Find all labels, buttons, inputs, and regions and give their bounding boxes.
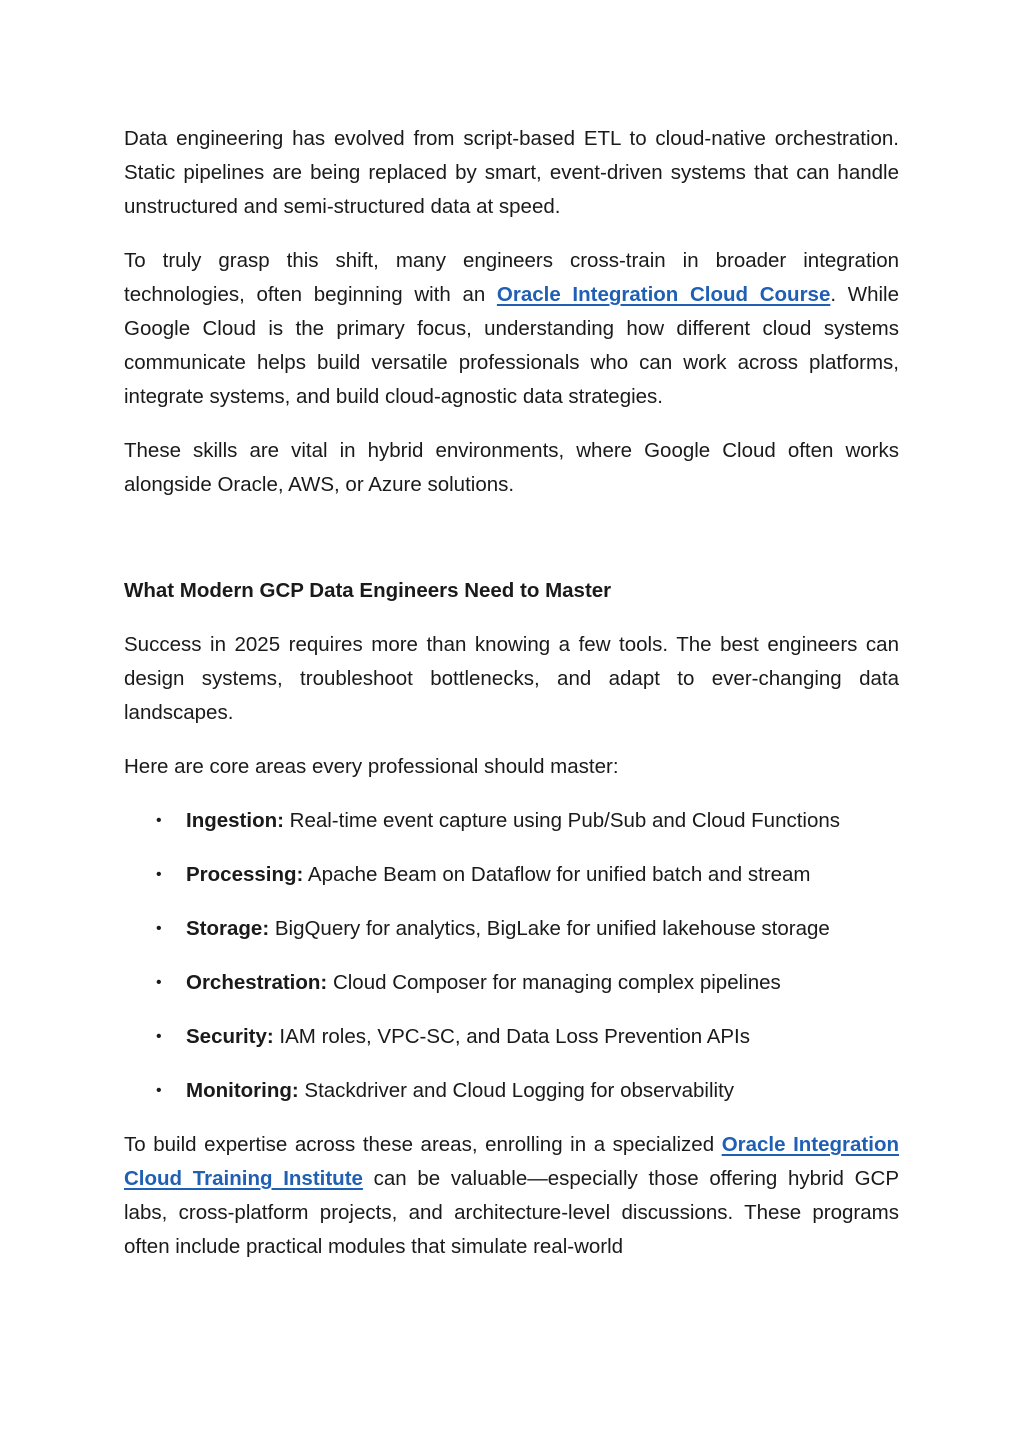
success-paragraph: Success in 2025 requires more than knowing a few tools. The best engineers can design systems, troubleshoot bottlenecks, and adapt to ever-changing data landscapes. — [124, 633, 899, 724]
cross-train-paragraph — [124, 244, 899, 414]
list-item-term: Security: — [186, 1025, 274, 1048]
list-item-term: Storage: — [186, 917, 270, 940]
bullet-icon: • — [156, 974, 162, 991]
hybrid-paragraph: These skills are vital in hybrid environments, where Google Cloud often works alongside Oracle, AWS, or Azure solutions. — [124, 439, 899, 496]
core-areas-intro: Here are core areas every professional should master: — [124, 755, 619, 778]
training-text-before: To build expertise across these areas, enrolling in a specialized — [124, 1133, 722, 1156]
bullet-icon: • — [156, 1028, 162, 1045]
list-item — [124, 1074, 899, 1108]
list-item — [124, 1020, 899, 1054]
cross-train-text-after: . While Google Cloud is the primary focus, understanding how different cloud systems communicate helps build versatile professionals who can work across platforms, integrate systems, and build cloud-agnostic data strategies. — [124, 283, 899, 408]
list-item-text: BigQuery for analytics, BigLake for unified lakehouse storage — [269, 917, 830, 940]
list-item — [124, 912, 899, 946]
intro-paragraph: Data engineering has evolved from script-based ETL to cloud-native orchestration. Static pipelines are being replaced by smart, event-driven systems that can handle unstructured and semi-structured data at speed. — [124, 127, 899, 218]
cross-train-text-before: To truly grasp this shift, many engineers cross-train in broader integration technologies, often beginning with an — [124, 249, 899, 306]
oracle-training-link[interactable]: Oracle Integration Cloud Training Institute — [124, 1133, 899, 1190]
training-text-after: can be valuable—especially those offering hybrid GCP labs, cross-platform projects, and architecture-level discussions. These programs often include practical modules that simulate real-world — [124, 1167, 899, 1258]
oracle-course-link[interactable]: Oracle Integration Cloud Course — [496, 283, 831, 306]
bullet-icon: • — [156, 812, 162, 829]
list-item-text: Stackdriver and Cloud Logging for observability — [298, 1079, 735, 1102]
list-item-term: Orchestration: — [186, 971, 328, 994]
core-areas-list — [124, 804, 899, 1108]
list-item-text: Real-time event capture using Pub/Sub and Cloud Functions — [283, 809, 841, 832]
list-item-text: IAM roles, VPC-SC, and Data Loss Prevention APIs — [273, 1025, 750, 1048]
bullet-icon: • — [156, 1082, 162, 1099]
list-item-text: Cloud Composer for managing complex pipelines — [327, 971, 781, 994]
bullet-icon: • — [156, 866, 162, 883]
list-item-term: Monitoring: — [186, 1079, 299, 1102]
training-paragraph — [124, 1128, 899, 1258]
list-item — [124, 858, 899, 892]
bullet-icon: • — [156, 920, 162, 937]
list-item-term: Ingestion: — [186, 809, 284, 832]
document-page — [124, 122, 899, 1258]
list-item — [124, 804, 899, 838]
list-item-text: Apache Beam on Dataflow for unified batch and stream — [303, 863, 811, 886]
list-item — [124, 966, 899, 1000]
section-heading: What Modern GCP Data Engineers Need to Master — [124, 579, 612, 602]
list-item-term: Processing: — [186, 863, 304, 886]
